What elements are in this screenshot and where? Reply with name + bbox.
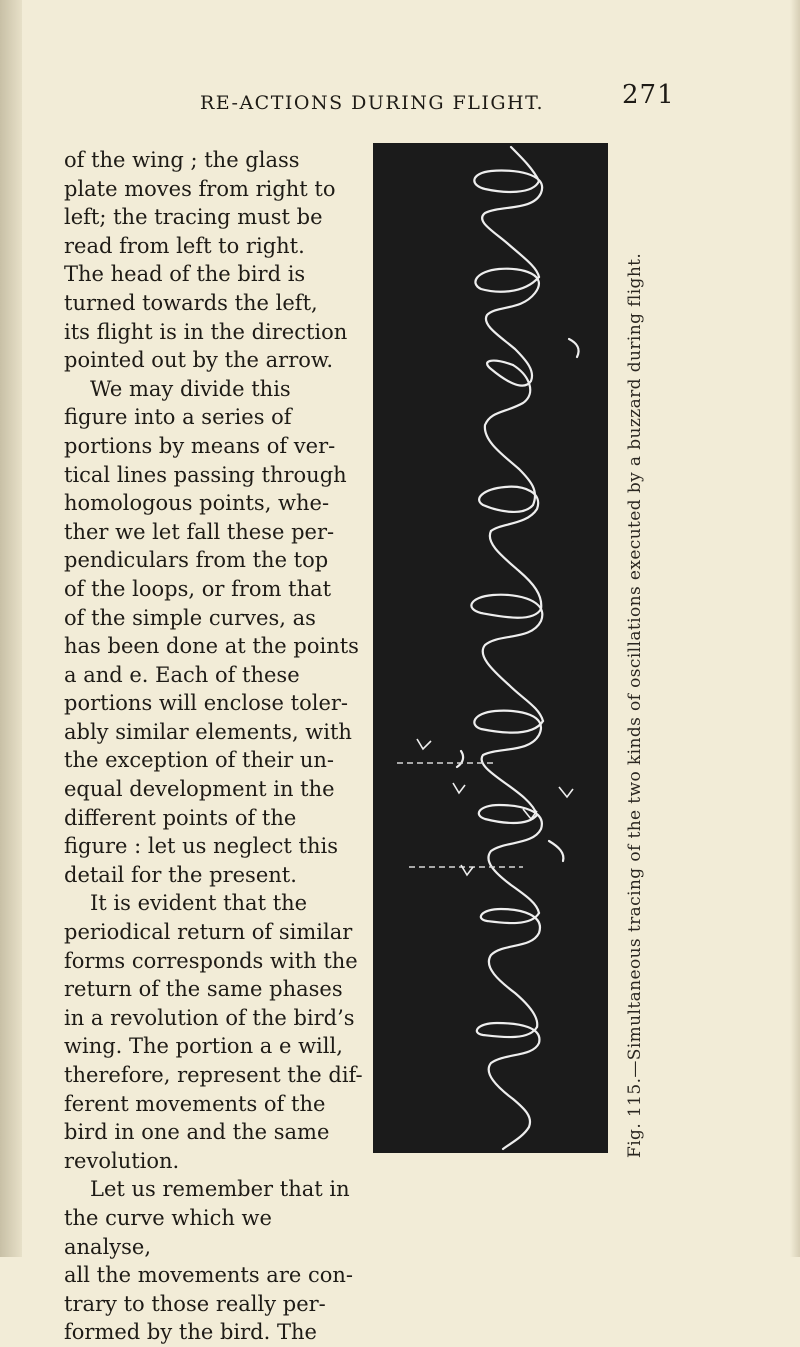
text-line: periodical return of similar (64, 920, 353, 945)
wing-tracing-curve (474, 711, 543, 815)
running-head: RE-ACTIONS DURING FLIGHT. (200, 92, 545, 114)
text-line: revolution. (64, 1148, 180, 1173)
body-text (64, 146, 364, 1347)
text-line: figure into a series of (64, 405, 292, 430)
text-line: The head of the bird is (64, 262, 306, 287)
text-line: read from left to right. (64, 233, 305, 258)
text-line: left; the tracing must be (64, 205, 323, 230)
text-line: wing. The portion a e will, (64, 1034, 343, 1059)
text-line: portions will enclose toler- (64, 691, 349, 716)
text-line: It is evident that the (90, 891, 308, 916)
figure-caption-area (625, 148, 665, 1158)
text-line: turned towards the left, (64, 290, 318, 315)
wing-tracing-curve (474, 147, 542, 277)
page-edge-shadow (790, 0, 800, 1257)
text-line: formed by the bird. The (64, 1320, 317, 1345)
text-line: therefore, represent the dif- (64, 1063, 363, 1087)
wing-tracing-curve (479, 365, 538, 531)
wing-tracing-curve (481, 909, 540, 1027)
text-line: tical lines passing through (64, 462, 347, 487)
text-line: different points of the (64, 805, 297, 830)
text-line: has been done at the points (64, 634, 359, 659)
figure-caption: Fig. 115.—Simultaneous tracing of the two kinds of oscillations executed by a buzzard during flight. (625, 252, 645, 1158)
text-line: ably similar elements, with (64, 719, 352, 744)
text-line: plate moves from right to (64, 176, 336, 201)
page-binding-shadow (0, 0, 22, 1257)
text-line: pendiculars from the top (64, 548, 329, 573)
text-line: trary to those really per- (64, 1291, 326, 1316)
text-line: bird in one and the same (64, 1120, 330, 1145)
text-line: return of the same phases (64, 977, 343, 1002)
text-line: portions by means of ver- (64, 433, 336, 458)
tracing-plate (373, 143, 608, 1153)
text-line: equal development in the (64, 777, 335, 802)
text-line: of the loops, or from that (64, 576, 332, 601)
text-line: a and e. Each of these (64, 662, 300, 687)
text-line: figure : let us neglect this (64, 834, 338, 859)
wing-tracing-curve (479, 805, 542, 913)
text-line: all the movements are con- (64, 1263, 353, 1288)
text-line: Let us remember that in (90, 1177, 350, 1202)
wing-tracing-curve (471, 531, 543, 721)
text-line: We may divide this (90, 376, 291, 401)
text-line: pointed out by the arrow. (64, 348, 334, 373)
arrow-mark (453, 783, 465, 793)
wing-tracing-curve (475, 269, 539, 386)
text-line: of the simple curves, as (64, 605, 316, 630)
text-line: homologous points, whe- (64, 491, 330, 516)
page-number: 271 (622, 80, 675, 110)
text-line: the exception of their un- (64, 748, 335, 773)
text-line: forms corresponds with the (64, 948, 358, 973)
text-line: its flight is in the direction (64, 319, 348, 344)
arrow-mark (559, 787, 573, 797)
text-line: ther we let fall these per- (64, 519, 335, 544)
text-line: ferent movements of the (64, 1091, 326, 1116)
text-line: of the wing ; the glass (64, 148, 300, 172)
oscillation-tracing-figure (373, 143, 608, 1153)
arrow-mark (417, 739, 431, 749)
text-line: the curve which we analyse, (64, 1205, 272, 1259)
wing-tracing-curve (477, 1023, 540, 1149)
text-line: in a revolution of the bird’s (64, 1005, 355, 1030)
text-line: detail for the present. (64, 862, 297, 887)
